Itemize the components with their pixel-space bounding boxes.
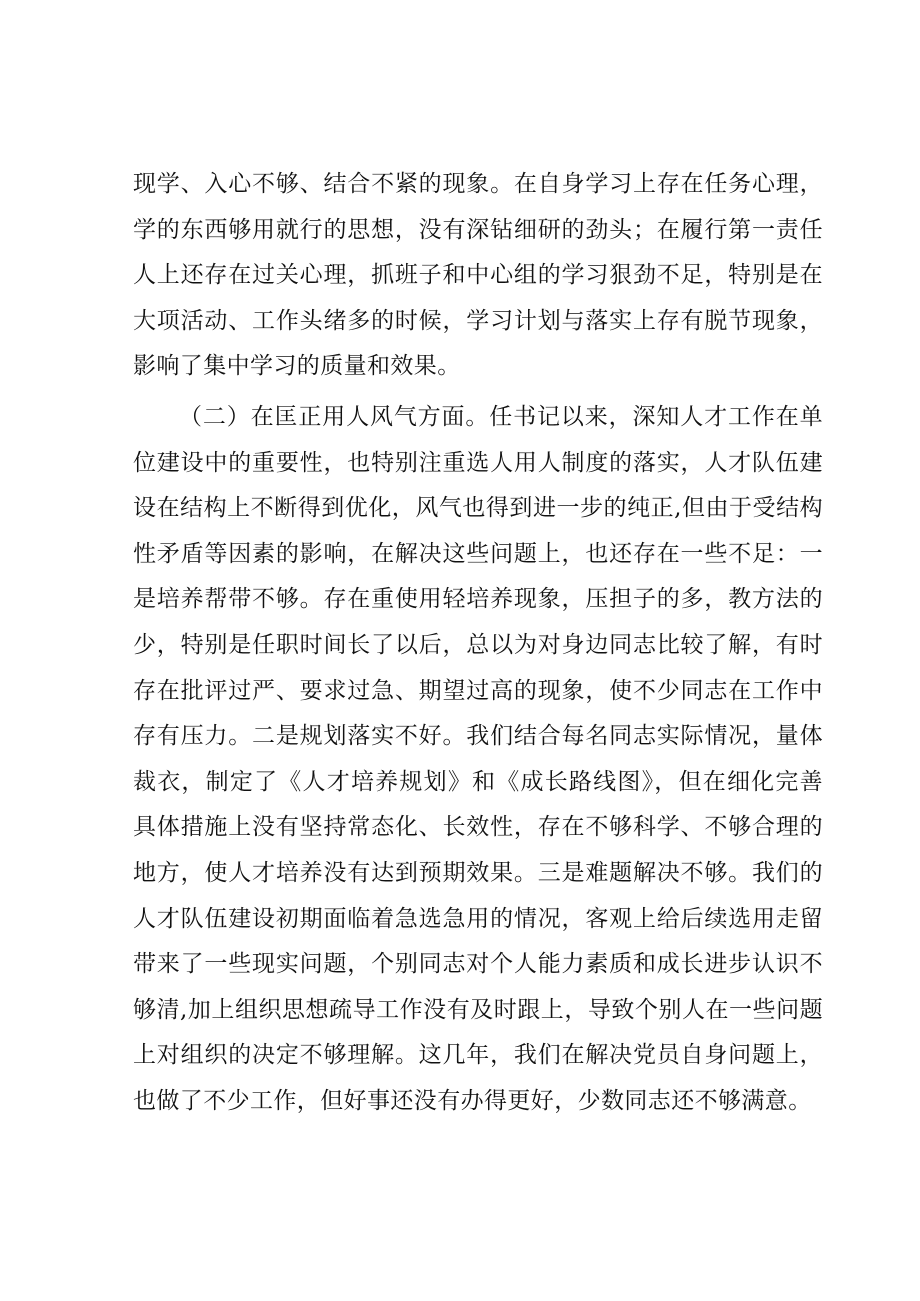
document-body bbox=[133, 162, 823, 1124]
paragraph-continuation: 现学、入心不够、结合不紧的现象。在自身学习上存在任务心理，学的东西够用就行的思想，没有深钻细研的劲头；在履行第一责任人上还存在过关心理，抓班子和中心组的学习狠劲不足，特别是在大项活动、工作头绪多的时候，学习计划与落实上存有脱节现象，影响了集中学习的质量和效果。 bbox=[133, 171, 823, 380]
paragraph-section-two: （二）在匡正用人风气方面。任书记以来，深知人才工作在单位建设中的重要性，也特别注重选人用人制度的落实，人才队伍建设在结构上不断得到优化，风气也得到进一步的纯正,但由于受结构性矛盾等因素的影响，在解决这些问题上，也还存在一些不足：一是培养帮带不够。存在重使用轻培养现象，压担子的多，教方法的少，特别是任职时间长了以后，总以为对身边同志比较了解，有时存在批评过严、要求过急、期望过高的现象，使不少同志在工作中存有压力。二是规划落实不好。我们结合每名同志实际情况，量体裁衣，制定了《人才培养规划》和《成长路线图》，但在细化完善具体措施上没有坚持常态化、长效性，存在不够科学、不够合理的地方，使人才培养没有达到预期效果。三是难题解决不够。我们的人才队伍建设初期面临着急选急用的情况，客观上给后续选用走留带来了一些现实问题，个别同志对个人能力素质和成长进步认识不够清,加上组织思想疏导工作没有及时跟上，导致个别人在一些问题上对组织的决定不够理解。这几年，我们在解决党员自身问题上，也做了不少工作，但好事还没有办得更好，少数同志还不够满意。 bbox=[133, 403, 823, 1114]
